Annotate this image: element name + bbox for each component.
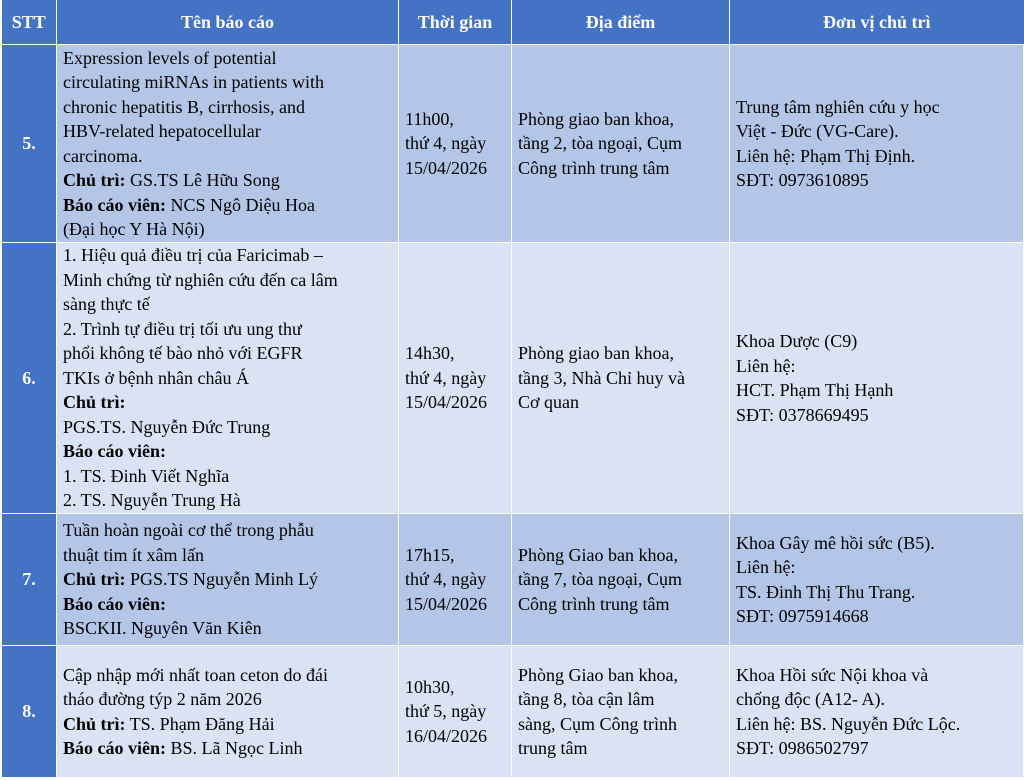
speaker-name: 2. TS. Nguyễn Trung Hà [63,490,241,511]
table-row [2,646,1024,778]
speaker-label: Báo cáo viên: [63,738,166,758]
table-row [2,514,1024,646]
location-line: Cơ quan [518,392,580,413]
location-line: sàng, Cụm Công trình [518,713,678,734]
location-line: Phòng Giao ban khoa, [518,544,678,565]
row-number: 5. [2,45,57,243]
time-cell [399,646,512,778]
time-line: 15/04/2026 [405,392,488,413]
title-line: TKIs ở bệnh nhân châu Á [63,367,249,388]
chair-line [63,168,392,193]
location-cell [512,45,730,243]
unit-line: Liên hệ: [736,355,796,376]
unit-line: Liên hệ: [736,557,796,577]
header-row [2,0,1024,45]
time-cell [399,514,512,646]
unit-cell [730,243,1024,514]
unit-line: Khoa Gây mê hồi sức (B5). [736,532,935,553]
chair-name: GS.TS Lê Hữu Song [125,170,280,190]
speaker-name: 1. TS. Đinh Viết Nghĩa [63,465,230,486]
speaker-label: Báo cáo viên: [63,441,166,462]
title-line: tháo đường týp 2 năm 2026 [63,689,262,709]
unit-line: Trung tâm nghiên cứu y học [736,96,940,117]
unit-cell [730,45,1024,243]
speaker-affiliation: (Đại học Y Hà Nội) [63,219,205,239]
unit-line: TS. Đinh Thị Thu Trang. [736,581,916,602]
header-location: Địa điểm [512,0,730,45]
table-row [2,45,1024,243]
location-line: trung tâm [518,738,588,758]
location-cell [512,243,730,514]
header-title: Tên báo cáo [57,0,399,45]
time-line: 15/04/2026 [405,157,488,178]
chair-label: Chủ trì: [63,713,126,734]
location-line: Công trình trung tâm [518,157,670,178]
time-line: 17h15, [405,544,455,565]
location-line: tầng 2, tòa ngoại, Cụm [518,133,682,154]
unit-line: chống độc (A12- A). [736,689,885,709]
time-cell [399,45,512,243]
row-number: 6. [2,243,57,514]
speaker-label: Báo cáo viên: [63,194,166,215]
unit-line: SĐT: 0378669495 [736,404,869,425]
location-line: tầng 3, Nhà Chỉ huy và [518,367,685,388]
title-line: Expression levels of potential [63,47,277,68]
chair-label: Chủ trì: [63,170,126,190]
title-line: thuật tim ít xâm lấn [63,544,204,565]
location-cell [512,646,730,778]
location-line: tầng 8, tòa cận lâm [518,689,655,709]
unit-line: Khoa Dược (C9) [736,331,858,351]
unit-line: HCT. Phạm Thị Hạnh [736,380,894,400]
time-line: 15/04/2026 [405,593,488,614]
title-line: sàng thực tế [63,294,150,315]
header-unit: Đơn vị chủ trì [730,0,1024,45]
time-line: 14h30, [405,343,455,364]
location-line: tầng 7, tòa ngoại, Cụm [518,569,682,590]
title-line: circulating miRNAs in patients with [63,72,324,92]
time-line: thứ 4, ngày [405,133,487,154]
unit-line: SĐT: 0975914668 [736,606,869,626]
report-title-cell [57,243,399,514]
time-line: 16/04/2026 [405,725,488,746]
time-line: thứ 5, ngày [405,701,487,722]
unit-line: Liên hệ: Phạm Thị Định. [736,145,916,166]
title-line: phổi không tế bào nhỏ với EGFR [63,343,303,364]
speaker-line [63,736,392,761]
title-line: carcinoma. [63,145,143,166]
unit-line: Khoa Hồi sức Nội khoa và [736,664,929,685]
speaker-name: BSCKII. Nguyên Văn Kiên [63,618,262,639]
location-line: Phòng giao ban khoa, [518,343,674,364]
title-line: HBV-related hepatocellular [63,121,261,141]
location-cell [512,514,730,646]
schedule-table [1,0,1024,778]
chair-name: TS. Phạm Đăng Hải [125,713,275,734]
speaker-line [63,193,392,218]
title-line: Cập nhập mới nhất toan ceton do đái [63,664,328,685]
speaker-name: BS. Lã Ngọc Linh [166,738,303,758]
report-title-cell [57,514,399,646]
unit-cell [730,514,1024,646]
unit-line: Việt - Đức (VG-Care). [736,121,899,141]
unit-line: Liên hệ: BS. Nguyễn Đức Lộc. [736,713,961,734]
title-line: 2. Trình tự điều trị tối ưu ung thư [63,318,302,339]
time-line: 10h30, [405,676,455,697]
chair-line [63,567,392,592]
time-line: thứ 4, ngày [405,367,487,388]
title-line: chronic hepatitis B, cirrhosis, and [63,96,305,117]
chair-name: PGS.TS. Nguyễn Đức Trung [63,416,271,437]
title-line: 1. Hiệu quả điều trị của Faricimab – [63,245,323,266]
location-line: Công trình trung tâm [518,593,670,614]
chair-name: PGS.TS Nguyễn Minh Lý [125,569,319,590]
report-title-cell [57,646,399,778]
location-line: Phòng giao ban khoa, [518,108,674,129]
report-title-cell [57,45,399,243]
time-cell [399,243,512,514]
location-line: Phòng Giao ban khoa, [518,664,678,685]
row-number: 8. [2,646,57,778]
title-line: Minh chứng từ nghiên cứu đến ca lâm [63,269,338,290]
header-stt: STT [2,0,57,45]
time-line: 11h00, [405,108,454,129]
header-time: Thời gian [399,0,512,45]
unit-line: SĐT: 0986502797 [736,738,869,758]
speaker-name: NCS Ngô Diệu Hoa [166,194,315,215]
time-line: thứ 4, ngày [405,569,487,590]
speaker-label: Báo cáo viên: [63,593,166,614]
unit-cell [730,646,1024,778]
title-line: Tuần hoàn ngoài cơ thể trong phẫu [63,520,314,541]
unit-line: SĐT: 0973610895 [736,170,869,190]
chair-line [63,712,392,737]
chair-label: Chủ trì: [63,392,126,413]
row-number: 7. [2,514,57,646]
table-row [2,243,1024,514]
chair-label: Chủ trì: [63,569,126,590]
